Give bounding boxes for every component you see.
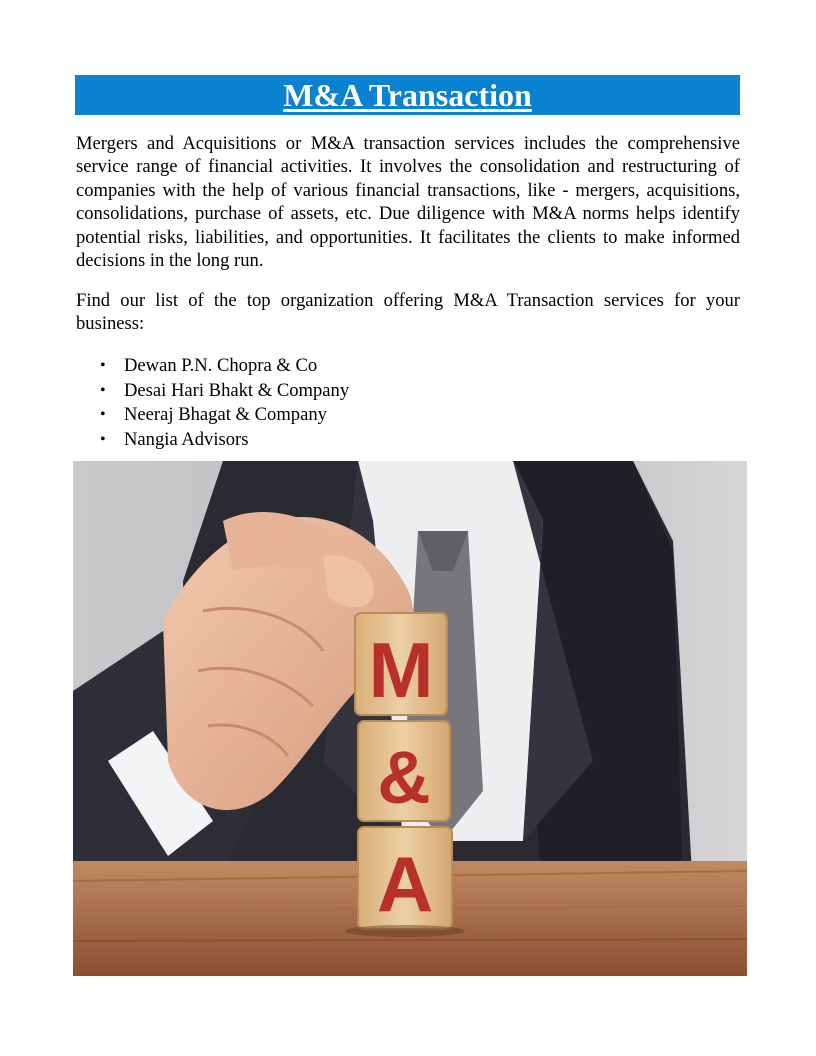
block-ampersand <box>358 721 450 821</box>
title-banner <box>75 75 740 115</box>
page-title: M&A Transaction <box>283 77 532 113</box>
list-intro-paragraph: Find our list of the top organization offering M&A Transaction services for your business: <box>76 290 740 335</box>
bullet-icon: • <box>100 406 106 424</box>
bullet-icon: • <box>100 430 106 448</box>
svg-text:M: M <box>368 626 434 714</box>
list-item-text: Nangia Advisors <box>124 428 249 450</box>
ma-blocks-photo <box>73 461 747 976</box>
svg-text:A: A <box>376 840 434 928</box>
list-item-text: Desai Hari Bhakt & Company <box>124 379 350 401</box>
svg-text:&: & <box>377 736 431 819</box>
block-a <box>358 827 452 929</box>
list-item-text: Dewan P.N. Chopra & Co <box>124 355 318 376</box>
organization-list <box>100 354 349 452</box>
block-m <box>355 613 447 715</box>
list-item <box>100 403 349 428</box>
intro-paragraph: Mergers and Acquisitions or M&A transaction services includes the comprehensive service range of financial activities. It involves the consolidation and restructuring of companies with the help of various financial transactions, like - mergers, acquisitions, consolidations, purchase of assets, etc. Due diligence with M&A norms helps identify potential risks, liabilities, and opportunities. It facilitates the clients to make informed decisions in the long run. <box>76 133 740 272</box>
bullet-icon: • <box>100 357 106 374</box>
bullet-icon: • <box>100 381 106 399</box>
list-item <box>100 379 349 404</box>
list-item-text: Neeraj Bhagat & Company <box>124 404 327 426</box>
list-item <box>100 428 349 453</box>
list-item <box>100 354 349 379</box>
